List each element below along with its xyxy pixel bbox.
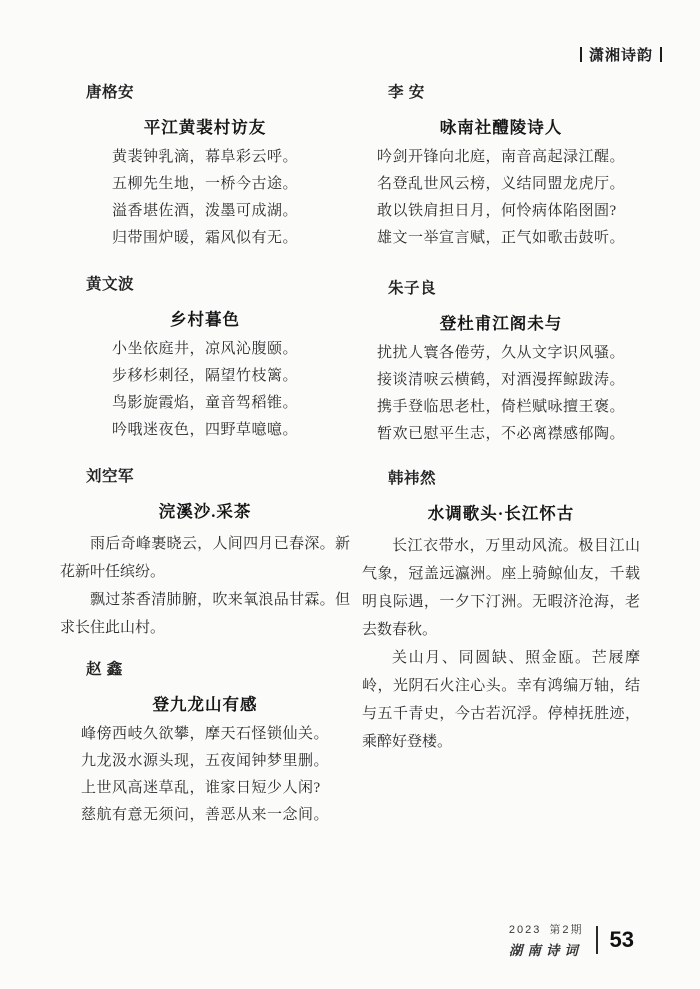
poem-line: 吟剑开锋向北庭，南音高起渌江醒。 [376,149,625,165]
verse-block [377,144,625,252]
poem-line: 吟哦迷夜色，四野草噫噫。 [111,422,298,438]
verse-block [81,721,329,829]
poem-title: 浣溪沙.采茶 [158,502,252,521]
poem-body [60,144,350,252]
poem-line: 上世风高迷草乱，谁家日短少人闲? [80,780,321,796]
poem-body [362,340,640,448]
poem-line: 接谈清唳云横鹤，对酒漫挥鲸跋涛。 [376,372,625,388]
author-name: 朱子良 [388,280,437,297]
poem-line: 九龙汲水源头现，五夜闻钟梦里删。 [80,753,329,769]
author-name: 李 安 [388,84,425,101]
page-footer [509,921,634,959]
verse-block [112,144,298,252]
poem-line: 慈航有意无须问，善恶从来一念间。 [80,807,329,823]
poem-section [60,464,350,642]
author-name: 刘空军 [86,468,135,485]
page-number: 53 [609,927,634,952]
poem-body [60,721,350,829]
poem-line: 黄裴钟乳滴，幕阜彩云呼。 [111,149,298,165]
poem-title: 登杜甫江阁未与 [439,314,563,333]
ci-paragraph: 飘过茶香清肺腑，吹来氧浪品甘霖。但求长住此山村。 [60,592,350,636]
poem-section [362,276,640,448]
poem-line: 步移杉刺径，隔望竹枝篱。 [111,368,298,384]
poem-body [362,532,640,756]
poem-section [60,272,350,444]
author-name: 黄文波 [86,276,135,293]
poem-line: 暂欢已慰平生志，不必离襟感郁陶。 [376,426,625,442]
verse-block [377,340,625,448]
poem-section [60,80,350,252]
poem-body [362,144,640,252]
ci-paragraph: 关山月、同圆缺、照金瓯。芒屐摩岭，光阴石火注心头。幸有鸿编万轴，结与五千青史，今古若沉浮。停棹抚胜迹，乘醉好登楼。 [362,650,640,750]
page-header [580,44,662,65]
poem-line: 溢香堪佐酒，泼墨可成湖。 [111,203,298,219]
issue-number: 第2期 [549,924,584,936]
author-name: 唐格安 [86,84,135,101]
poem-body [60,530,350,642]
poem-line: 小坐依庭井，凉风沁腹颐。 [111,341,298,357]
poem-line: 敢以铁肩担日月，何怜病体陷囹圄? [376,203,617,219]
header-title: 潇湘诗韵 [588,47,653,64]
poem-title: 登九龙山有感 [152,695,258,714]
poem-line: 峰傍西岐久欲攀，摩天石怪锁仙关。 [80,726,329,742]
issue-block [509,921,584,959]
footer-divider [596,926,598,954]
poem-title: 平江黄裴村访友 [143,118,267,137]
ci-paragraph: 长江衣带水，万里动风流。极目江山气象，冠盖远瀛洲。座上骑鲸仙友，千载明良际遇，一夕下汀洲。无暇济沧海，老去数春秋。 [362,538,640,638]
poem-line: 名登乱世风云榜，义结同盟龙虎厅。 [376,176,625,192]
author-name: 赵 鑫 [86,661,123,678]
author-name: 韩祎然 [388,470,437,487]
verse-block [112,336,298,444]
journal-logo: 湖南诗词 [508,943,583,958]
poem-section [60,657,350,829]
poem-line: 扰扰人寰各倦劳，久从文字识风骚。 [376,345,625,361]
header-right-bar [660,47,662,62]
poem-section [362,80,640,252]
poem-title: 咏南社醴陵诗人 [439,118,563,137]
header-left-bar [580,47,582,62]
poem-line: 鸟影旋霞焰，童音驾稻锥。 [111,395,298,411]
issue-line [509,921,584,937]
ci-paragraph: 雨后奇峰裹晓云，人间四月已春深。新花新叶任缤纷。 [60,536,350,580]
issue-year: 2023 [508,924,542,936]
poem-line: 归带围炉暖，霜风似有无。 [111,230,298,246]
poem-title: 水调歌头·长江怀古 [427,504,575,523]
poem-line: 五柳先生地，一桥今古途。 [111,176,298,192]
poem-body [60,336,350,444]
poem-section [362,466,640,756]
poem-line: 雄文一举宣言赋，正气如歌击鼓听。 [376,230,625,246]
poem-title: 乡村暮色 [170,310,240,329]
poem-line: 携手登临思老杜，倚栏赋咏擅王褒。 [376,399,625,415]
